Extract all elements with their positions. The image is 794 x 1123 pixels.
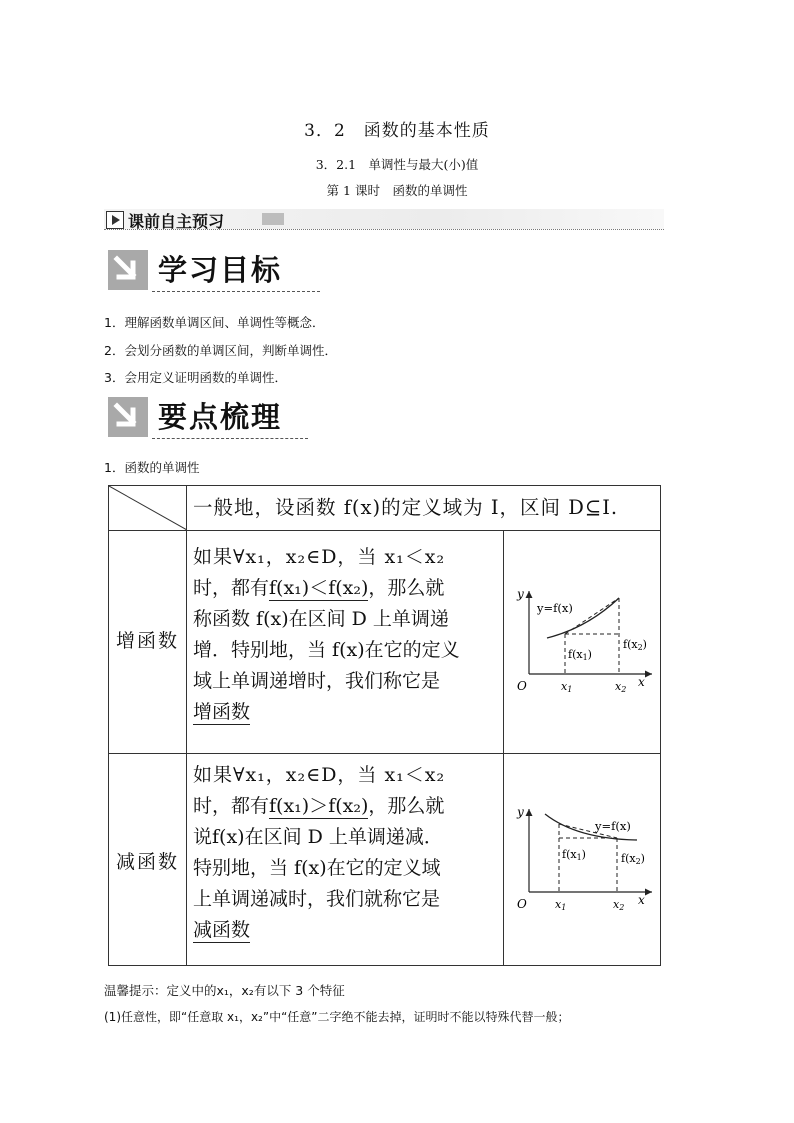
- section-subtitle: 3．2.1 单调性与最大(小)值: [315, 157, 479, 172]
- lesson-subtitle: 第 1 课时 函数的单调性: [326, 183, 468, 198]
- diagonal-line: [109, 486, 187, 530]
- definition-line: 时，都有f(x₁)＜f(x₂)，那么就: [193, 577, 445, 599]
- definition-line: 称函数 f(x)在区间 D 上单调递: [193, 608, 449, 630]
- fx2-label: f(x2): [621, 852, 645, 866]
- definition-line: 如果∀x₁，x₂∈D，当 x₁＜x₂: [193, 546, 446, 568]
- play-triangle-icon: [106, 211, 124, 229]
- section-title-goals: 学习目标: [158, 253, 283, 287]
- increasing-function-graph: [507, 586, 657, 696]
- definition-line: [193, 697, 501, 728]
- chevron-arrow-icon: [108, 250, 148, 290]
- banner-decoration: [262, 213, 284, 225]
- table-header-text: 一般地，设函数 f(x)的定义域为 I，区间 D⊆I.: [193, 496, 619, 519]
- x-label: x: [638, 893, 645, 907]
- fx2-label: f(x2): [623, 638, 647, 652]
- y-label: y: [517, 587, 524, 601]
- banner-label: 课前自主预习: [128, 212, 225, 231]
- condition-underlined: f(x₁)＜f(x₂): [269, 577, 369, 599]
- x2-label: x2: [613, 898, 625, 912]
- origin-label: O: [517, 897, 527, 911]
- term-underlined: 减函数: [193, 919, 251, 941]
- definition-line: [193, 915, 501, 946]
- page-title: 3．2 函数的基本性质: [304, 121, 490, 141]
- decreasing-function-graph: [507, 804, 657, 916]
- goal-item: 2．会划分函数的单调区间，判断单调性．: [104, 343, 337, 358]
- definition-line: 时，都有f(x₁)＞f(x₂)，那么就: [193, 795, 445, 817]
- section-heading-goals: [108, 250, 320, 296]
- section-heading-points: [108, 397, 308, 443]
- goal-item: 3．会用定义证明函数的单调性．: [104, 370, 287, 385]
- x1-label: x1: [561, 680, 573, 694]
- curve-label: y=f(x): [595, 819, 631, 833]
- x2-label: x2: [615, 680, 627, 694]
- fx1-label: f(x1): [562, 848, 586, 862]
- note-item: (1)任意性，即“任意取 x₁，x₂”中“任意”二字绝不能去掉，证明时不能以特殊代替一般；: [104, 1010, 570, 1024]
- fx1-label: f(x1): [568, 648, 592, 662]
- definition-line: 说f(x)在区间 D 上单调递减．: [193, 826, 443, 848]
- definition-line: 特别地，当 f(x)在它的定义域: [193, 857, 441, 879]
- origin-label: O: [517, 679, 527, 693]
- row-label-increasing: 增函数: [115, 630, 179, 652]
- decreasing-definition: [193, 760, 501, 946]
- curve-label: y=f(x): [537, 601, 573, 615]
- definition-line: 域上单调递增时，我们称它是: [193, 670, 441, 692]
- goal-item: 1．理解函数单调区间、单调性等概念．: [104, 315, 325, 330]
- chevron-arrow-icon: [108, 397, 148, 437]
- condition-underlined: f(x₁)＞f(x₂): [269, 795, 369, 817]
- y-label: y: [517, 805, 524, 819]
- tip-text: 温馨提示：定义中的x₁，x₂有以下 3 个特征: [104, 983, 345, 998]
- row-label-decreasing: 减函数: [115, 851, 179, 873]
- x1-label: x1: [555, 898, 567, 912]
- definition-line: 增．特别地，当 f(x)在它的定义: [193, 639, 460, 661]
- section-title-points: 要点梳理: [158, 400, 283, 434]
- definition-line: 如果∀x₁，x₂∈D，当 x₁＜x₂: [193, 764, 446, 786]
- points-item: 1．函数的单调性: [104, 460, 200, 475]
- definition-line: 上单调递减时，我们就称它是: [193, 888, 441, 910]
- x-label: x: [638, 675, 645, 689]
- monotonicity-table: [108, 485, 661, 966]
- term-underlined: 增函数: [193, 701, 251, 723]
- preview-banner: [104, 207, 664, 233]
- increasing-definition: [193, 542, 501, 728]
